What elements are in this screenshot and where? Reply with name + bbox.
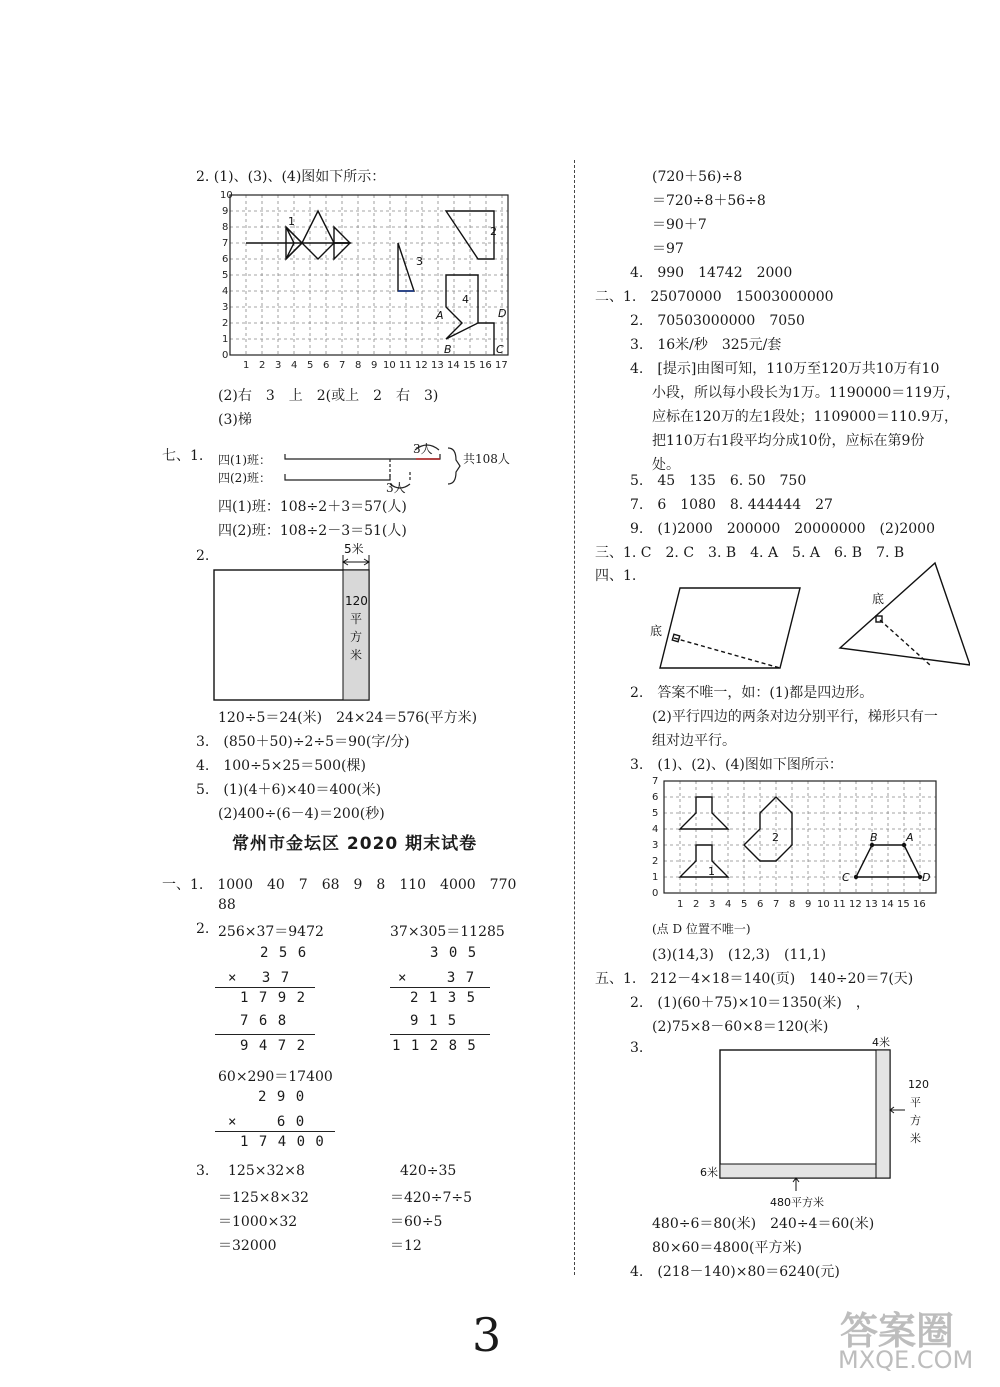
svg-text:8: 8 [789,899,796,910]
svg-text:10: 10 [220,190,233,201]
svg-text:1: 1 [677,899,684,910]
s1-3-b1: ＝420÷7÷5 [390,1190,472,1206]
s5-3-side-2: 方 [910,1114,921,1127]
fig-label-1: 1 [288,215,295,228]
svg-text:0: 0 [652,888,659,899]
svg-text:10: 10 [817,899,830,910]
r-s2-4-4: 处。 [652,457,680,473]
q7-4: 4. 100÷5×25＝500(棵) [196,758,366,774]
v2-p2: 9 1 5 [410,1013,458,1029]
exam-title: 常州市金坛区 2020 期末试卷 [232,834,478,854]
q7-1-tag-bottom: 3人 [386,481,406,495]
fig-label-3: 3 [416,255,423,268]
fig-label-4: 4 [462,293,469,306]
q7-1-tag-top: 3人 [413,442,433,456]
v2-res: 1 1 2 8 5 [392,1038,477,1054]
svg-text:3: 3 [222,302,229,313]
fig-label-B: B [444,343,452,356]
s5-3-side-0: 120 [908,1078,929,1091]
svg-text:7: 7 [339,360,346,371]
svg-text:8: 8 [355,360,362,371]
svg-text:4: 4 [725,899,732,910]
v1-res: 9 4 7 2 [240,1038,307,1054]
s1-3-num: 3. [196,1163,210,1179]
r-s2-9: 9. (1)2000 200000 20000000 (2)2000 [630,521,935,537]
s1-3-b3: ＝12 [390,1238,422,1254]
fig2-label-D: D [922,871,931,884]
q7-2-area-3: 米 [350,648,363,662]
r-s5-3-num: 3. [630,1040,644,1056]
svg-text:6: 6 [652,792,659,803]
svg-text:6: 6 [222,254,229,265]
svg-text:15: 15 [463,360,476,371]
page-number: 3 [472,1308,502,1362]
s1-3-a2: ＝1000×32 [218,1214,298,1230]
svg-text:9: 9 [371,360,378,371]
r-s2-4-2: 应标在120万的左1段处；1109000＝110.9万， [652,409,959,425]
v3-r2: × 6 0 [228,1114,306,1130]
base-label-1: 底 [650,624,663,638]
q6-2-answer-2: (2)右 3 上 2(或上 2 右 3) [218,388,439,404]
v2-r1: 3 0 5 [430,945,478,961]
fig-label-A: A [436,309,444,322]
r-s4-3-note: (点 D 位置不唯一) [652,922,751,936]
r-s4-2-1: (2)平行四边的两条对边分别平行，梯形只有一 [652,709,938,725]
v2-p1: 2 1 3 5 [410,990,477,1006]
s5-3-side-1: 平 [910,1096,921,1109]
r-s5-3-c1: 480÷6＝80(米) 240÷4＝60(米) [652,1216,875,1232]
rect-figure-1 [212,543,377,703]
s1-2-num: 2. [196,921,210,937]
svg-text:10: 10 [383,360,396,371]
v2-r2: × 3 7 [398,970,476,986]
svg-text:1: 1 [222,334,229,345]
v3-line [215,1131,335,1132]
r-s5-3-c2: 80×60＝4800(平方米) [652,1240,802,1256]
s1-2-eq1: 256×37＝9472 [218,924,324,940]
svg-text:5: 5 [741,899,748,910]
s1-3-a3: ＝32000 [218,1238,277,1254]
svg-text:5: 5 [222,270,229,281]
s1-2-eq2: 37×305＝11285 [390,924,505,940]
svg-text:4: 4 [291,360,298,371]
r-s5-4: 4. (218－140)×80＝6240(元) [630,1264,840,1280]
r-s5-1: 五、1. 212－4×18＝140(页) 140÷20＝7(天) [595,971,914,987]
rect-figure-2 [700,1036,945,1211]
r-s5-2b: (2)75×8－60×8＝120(米) [652,1019,829,1035]
svg-text:2: 2 [693,899,700,910]
svg-text:2: 2 [259,360,266,371]
fig2-label-B: B [870,831,878,844]
svg-text:2: 2 [222,318,229,329]
svg-text:11: 11 [399,360,412,371]
r-s2-2: 2. 70503000000 7050 [630,313,805,329]
s1-1a: 一、1. 1000 40 7 68 9 8 110 4000 770 [162,877,517,893]
svg-text:16: 16 [913,899,926,910]
svg-text:9: 9 [805,899,812,910]
s1-2-eq3: 60×290＝17400 [218,1069,333,1085]
r-s2-4-0: 4. [提示]由图可知，110万至120万共10万有10 [630,361,940,377]
svg-text:15: 15 [897,899,910,910]
r-s2-4-3: 把110万右1段平均分成10份，应标在第9份 [652,433,925,449]
v1-p2: 7 6 8 [240,1013,288,1029]
svg-text:5: 5 [652,808,659,819]
r-s2-1: 二、1. 25070000 15003000000 [595,289,834,305]
svg-text:12: 12 [415,360,428,371]
svg-text:3: 3 [275,360,282,371]
s5-3-left-label: 6米 [700,1166,718,1179]
v2-line1 [390,987,490,988]
v1-line1 [215,987,315,988]
q7-2-calc: 120÷5＝24(米) 24×24＝576(平方米) [218,710,478,726]
r-s2-3: 3. 16米/秒 325元/套 [630,337,782,353]
q7-1-row2-label: 四(2)班： [218,471,271,485]
fig-label-2: 2 [490,225,497,238]
s1-3-a1: ＝125×8×32 [218,1190,309,1206]
q7-2-area-2: 方 [350,630,363,644]
r-top-calc-1: ＝720÷8＋56÷8 [652,193,766,209]
r-s4-3-coords: (3)(14,3) (12,3) (11,1) [652,947,827,963]
q7-1-total: 共108人 [463,452,510,466]
svg-text:1: 1 [652,872,659,883]
q7-2-area-0: 120 [345,594,368,608]
svg-text:8: 8 [222,222,229,233]
svg-text:13: 13 [431,360,444,371]
svg-text:14: 14 [881,899,894,910]
q7-2-area-1: 平 [350,612,363,626]
fig2-label-C: C [842,871,850,884]
q6-2-answer-3: (3)梯 [218,412,252,428]
svg-text:14: 14 [447,360,460,371]
svg-text:9: 9 [222,206,229,217]
v1-line2 [215,1034,315,1035]
svg-text:4: 4 [652,824,659,835]
r-q4: 4. 990 14742 2000 [630,265,793,281]
svg-text:6: 6 [757,899,764,910]
s5-3-bottom-label: 480平方米 [770,1196,824,1209]
r-s4-2-0: 2. 答案不唯一，如：(1)都是四边形。 [630,685,874,701]
s1-3-b0: 420÷35 [400,1163,457,1179]
v1-r2: × 3 7 [228,970,291,986]
svg-text:4: 4 [222,286,229,297]
parallelogram-triangle-figure [640,560,970,675]
s1-3-a0: 125×32×8 [228,1163,305,1179]
q7-1-row1-label: 四(1)班： [218,453,271,467]
q7-1-heading: 七、1. [162,448,204,464]
svg-text:3: 3 [709,899,716,910]
r-top-calc-3: ＝97 [652,241,684,257]
q7-5b: (2)400÷(6－4)＝200(秒) [218,806,385,822]
svg-text:1: 1 [243,360,250,371]
watermark-url: MXQE.COM [838,1346,974,1374]
q7-1-calc2: 四(2)班：108÷2－3＝51(人) [218,523,407,539]
s1-1b: 88 [218,897,236,913]
v2-line2 [390,1034,490,1035]
r-s2-5: 5. 45 135 6. 50 750 [630,473,807,489]
fig-label-C: C [496,343,504,356]
grid-figure-2 [648,773,948,918]
q7-5a: 5. (1)(4＋6)×40＝400(米) [196,782,382,798]
fig2-label-A: A [906,831,914,844]
q7-1-calc1: 四(1)班：108÷2＋3＝57(人) [218,499,407,515]
q7-2-top-label: 5米 [344,543,364,556]
fig2-label-1: 1 [708,865,715,878]
svg-text:12: 12 [849,899,862,910]
q7-2-num: 2. [196,548,210,564]
q6-2-heading: 2. (1)、(3)、(4)图如下所示： [196,169,386,185]
v1-p1: 1 7 9 2 [240,990,307,1006]
r-s4-3: 3. (1)、(2)、(4)图如下图所示： [630,757,843,773]
grid-figure-1 [218,183,528,373]
svg-text:5: 5 [307,360,314,371]
s5-3-top-label: 4米 [872,1036,890,1049]
svg-text:11: 11 [833,899,846,910]
base-label-2: 底 [872,592,885,606]
r-s5-2a: 2. (1)(60＋75)×10＝1350(米) ， [630,995,870,1011]
r-s4-2-2: 组对边平行。 [652,733,736,749]
v3-res: 1 7 4 0 0 [240,1134,325,1150]
q7-3: 3. (850＋50)÷2÷5＝90(字/分) [196,734,410,750]
r-top-calc-2: ＝90＋7 [652,217,707,233]
v3-r1: 2 9 0 [258,1089,306,1105]
svg-text:7: 7 [652,776,659,787]
svg-text:7: 7 [222,238,229,249]
r-top-calc-0: (720＋56)÷8 [652,169,743,185]
svg-text:17: 17 [495,360,508,371]
fig-label-D: D [498,307,507,320]
s1-3-b2: ＝60÷5 [390,1214,443,1230]
r-s2-7: 7. 6 1080 8. 444444 27 [630,497,833,513]
svg-text:6: 6 [323,360,330,371]
svg-text:7: 7 [773,899,780,910]
svg-text:13: 13 [865,899,878,910]
r-s4-1: 四、1. [595,568,637,584]
s5-3-side-3: 米 [910,1132,921,1145]
column-divider [574,160,575,1275]
svg-text:16: 16 [479,360,492,371]
watermark-logo: 答案圈 [840,1309,955,1353]
fig2-label-2: 2 [772,831,779,844]
svg-text:2: 2 [652,856,659,867]
svg-text:3: 3 [652,840,659,851]
svg-text:0: 0 [222,350,229,361]
r-s2-4-1: 小段，所以每小段长为1万。1190000＝119万， [652,385,960,401]
v1-r1: 2 5 6 [260,945,308,961]
r-s3: 三、1. C 2. C 3. B 4. A 5. A 6. B 7. B [595,545,905,561]
